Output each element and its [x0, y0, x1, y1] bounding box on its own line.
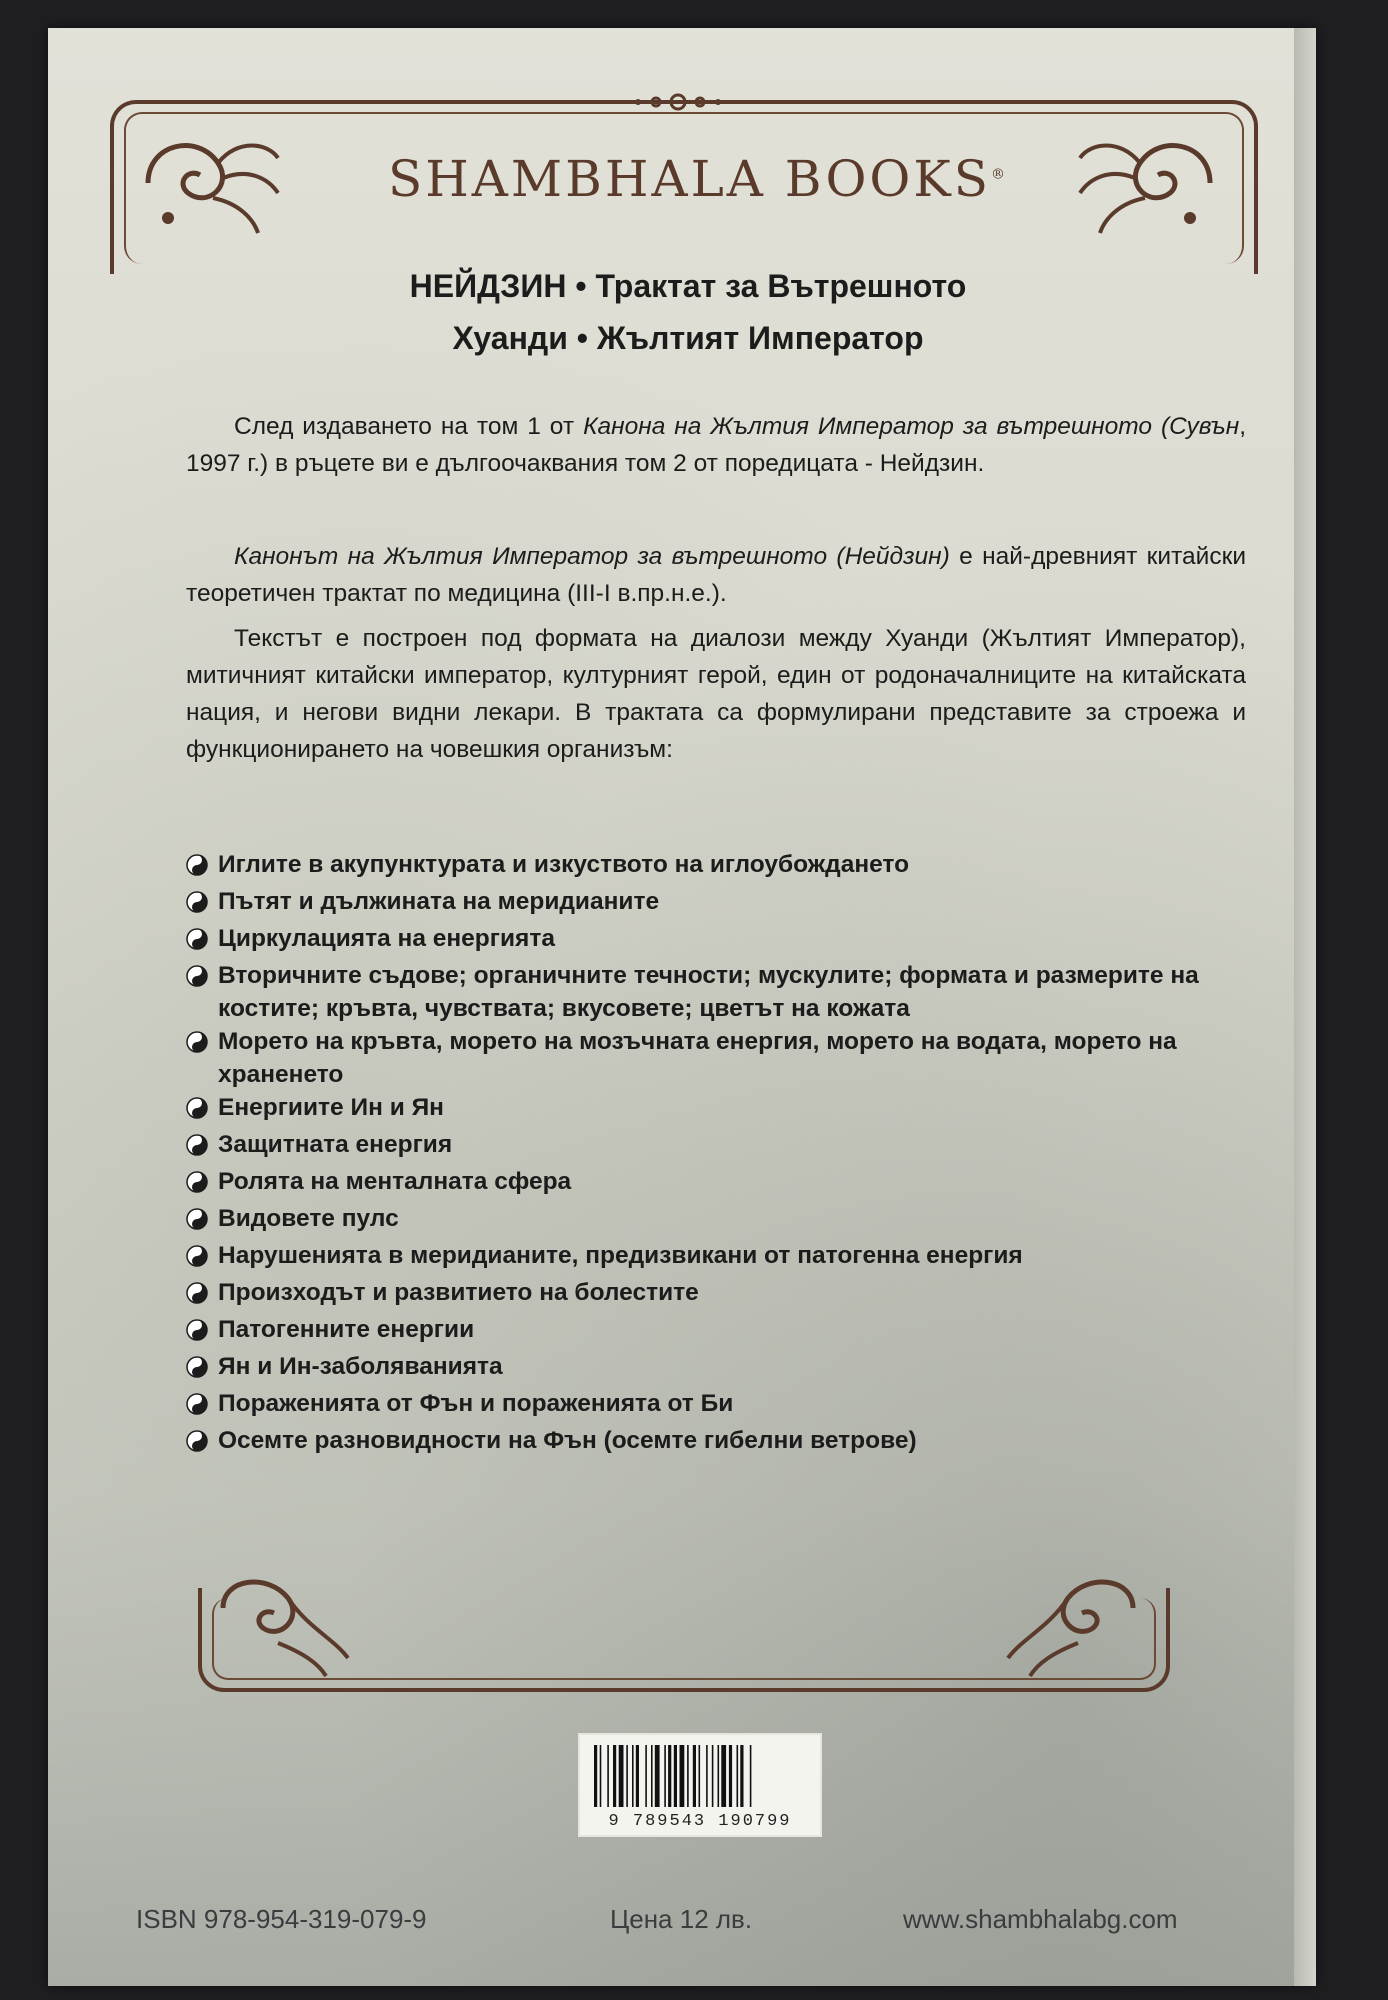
intro-paragraph-1: След издаването на том 1 от Канона на Жълтия Император за вътрешното (Сувън, 1997 г.) в ръцете ви е дългоочаквания том 2 от поредицата - Нейдзин.: [186, 413, 1246, 477]
yin-yang-icon: [186, 1095, 218, 1128]
topic-text: Вторичните съдове; органичните течности; мускулите; формата и размерите на костите; кръвта, чувствата; вкусовете; цветът на кожата: [218, 962, 1199, 1022]
topic-text: Осемте разновидности на Фън (осемте гибелни ветрове): [218, 1427, 917, 1454]
left-flourish-icon: [128, 123, 288, 243]
topic-text: Иглите в акупунктурата и изкуството на иглоубождането: [218, 851, 910, 878]
topic-text: Видовете пулс: [218, 1205, 399, 1232]
bottom-left-flourish-icon: [208, 1568, 358, 1678]
topic-item: [186, 1025, 1282, 1091]
title-line-2: Хуанди • Жълтият Император: [452, 320, 924, 356]
topic-item: [186, 1313, 1282, 1350]
yin-yang-icon: [186, 1243, 218, 1276]
yin-yang-icon: [186, 1428, 218, 1461]
yin-yang-icon: [186, 1391, 218, 1424]
topic-text: Циркулацията на енергията: [218, 925, 555, 952]
book-back-cover: [48, 28, 1316, 1986]
publisher-logo: SHAMBHALA BOOKS®: [387, 150, 1009, 208]
isbn-text: ISBN 978-954-319-079-9: [136, 1904, 427, 1934]
topic-item: [186, 1276, 1282, 1313]
top-center-ornament-icon: [598, 90, 758, 114]
topic-text: Ян и Ин-заболяванията: [218, 1353, 503, 1380]
topic-item: [186, 1202, 1282, 1239]
yin-yang-icon: [186, 1354, 218, 1387]
price-text: Цена 12 лв.: [610, 1904, 753, 1934]
topic-item: [186, 1091, 1282, 1128]
title-line-1: НЕЙДЗИН • Трактат за Вътрешното: [409, 268, 967, 304]
website-text: www.shambhalabg.com: [903, 1904, 1178, 1934]
topic-item: [186, 1165, 1282, 1202]
yin-yang-icon: [186, 1206, 218, 1239]
topic-text: Защитната енергия: [218, 1131, 453, 1158]
right-flourish-icon: [1070, 123, 1230, 243]
yin-yang-icon: [186, 1029, 218, 1062]
yin-yang-icon: [186, 963, 218, 996]
topic-item: [186, 1350, 1282, 1387]
yin-yang-icon: [186, 1132, 218, 1165]
topic-text: Нарушенията в меридианите, предизвикани от патогенна енергия: [218, 1242, 1023, 1269]
topic-item: [186, 959, 1282, 1025]
topic-text: Произходът и развитието на болестите: [218, 1279, 699, 1306]
book-spine-edge: [1294, 28, 1316, 1986]
topic-item: [186, 1128, 1282, 1165]
yin-yang-icon: [186, 1317, 218, 1350]
topic-item: [186, 1387, 1282, 1424]
yin-yang-icon: [186, 852, 218, 885]
topic-text: Пораженията от Фън и пораженията от Би: [218, 1390, 734, 1417]
yin-yang-icon: [186, 1169, 218, 1202]
yin-yang-icon: [186, 889, 218, 922]
intro-paragraph-2: Канонът на Жълтия Император за вътрешното (Нейдзин) е най-древният китайски теоретичен трактат по медицина (III-I в.пр.н.е.).: [186, 543, 1246, 607]
topic-item: [186, 1424, 1282, 1461]
barcode-bars-icon: [594, 1745, 806, 1807]
topic-list: [186, 848, 1282, 1461]
topic-text: Пътят и дължината на меридианите: [218, 888, 660, 915]
topic-text: Патогенните енергии: [218, 1316, 475, 1343]
topic-text: Енергиите Ин и Ян: [218, 1094, 444, 1121]
intro-paragraph-3: Текстът е построен под формата на диалози между Хуанди (Жълтият Император), митичният китайски император, културният герой, един от родоначалниците на китайската нация, и негови видни лекари. В трактата са формулирани представите за строежа и функционирането на човешкия организъм:: [186, 625, 1246, 763]
topic-text: Ролята на менталната сфера: [218, 1168, 572, 1195]
topic-item: [186, 885, 1282, 922]
barcode: [578, 1733, 822, 1837]
topic-text: Морето на кръвта, морето на мозъчната енергия, морето на водата, морето на храненето: [218, 1028, 1177, 1088]
bottom-right-flourish-icon: [998, 1568, 1148, 1678]
yin-yang-icon: [186, 926, 218, 959]
yin-yang-icon: [186, 1280, 218, 1313]
topic-item: [186, 922, 1282, 959]
topic-item: [186, 848, 1282, 885]
barcode-digits: 9 789543 190799: [608, 1812, 792, 1831]
topic-item: [186, 1239, 1282, 1276]
